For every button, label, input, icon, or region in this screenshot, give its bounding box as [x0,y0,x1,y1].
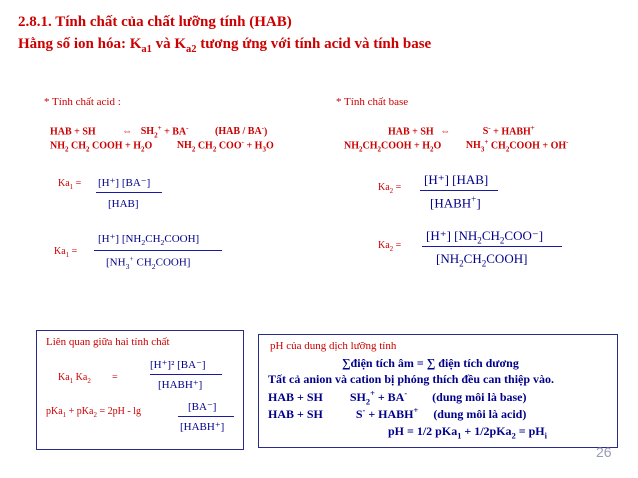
ka1-ka2-equals: = [112,372,118,383]
pka-log-denominator: [HABH⁺] [180,421,225,433]
ka1-numerator: [H⁺] [BA⁻] [98,177,151,189]
ka2-denominator: [HABH+] [430,194,481,211]
base-solvent-line: HAB + SH $SH_2^+ + BA^-$ (dung môi là base) [268,389,527,407]
acid-equation-1: HAB + SH ⇔ $SH_2^+ + BA^-$ (HAB / BA-) [50,124,268,140]
isoelectric-ph-line: pH = 1/2 $pKa_1 + 1/2pKa_2 = pH_i$ [388,424,547,441]
acid-equation-2: $NH_2$ $CH_2$ COOH + $H_2O$ $NH_2$ $CH_2$ $COO^- + H_3O$ [50,138,274,154]
ka1-glycine-numerator: [H⁺] $[NH_2CH_2COOH]$ [98,233,200,248]
ka1-ka2-denominator: [HABH⁺] [158,379,203,391]
ka1-denominator: [HAB] [108,198,139,210]
ka2-glycine-denominator: $[NH_2CH_2COOH]$ [436,251,528,269]
base-title: * Tính chất base [336,96,409,108]
ionization-heading: Hằng số ion hóa: $K_{a1}$ và $K_{a2}$ tương ứng với tính acid và tính base [18,36,432,55]
relation-box-title: Liên quan giữa hai tính chất [46,336,170,348]
pka-log-fraction-bar [178,416,234,417]
ka2-glycine-fraction-bar [422,246,562,247]
ka2-glycine-numerator: [H⁺] $[NH_2CH_2COO^-]$ [426,228,544,246]
acid-solvent-line: HAB + SH S- + HABH+ (dung môi là acid) [268,406,527,421]
section-heading: 2.8.1. Tính chất của chất lưỡng tính (HAB) [18,14,292,30]
pka-sum-expression: pKa$_1$ + pKa$_2$ = 2pH - lg [46,406,141,419]
ph-box-title: pH của dung dịch lưỡng tính [270,340,397,352]
ion-interference-line: Tất cả anion và cation bị phóng thích đều can thiệp vào. [268,372,555,386]
ka2-fraction-bar [420,190,498,191]
ka2-label-2: $Ka_2$ = [378,240,402,253]
ka1-glycine-denominator: [$NH_3^+$ $CH_2COOH$] [106,254,191,271]
ka1-ka2-fraction-bar [150,374,222,375]
ka1-label: $Ka_1$ = [58,178,82,191]
ka2-label: $Ka_2$ = [378,182,402,195]
slide-number: 26 [596,444,612,460]
base-equation-2: $NH_2CH_2COOH + H_2O$ $NH_3^+$ $CH_2COOH + OH^-$ [344,138,569,154]
ka1-ka2-product: $Ka_1$ $Ka_2$ [58,372,91,385]
acid-title: * Tính chất acid : [44,96,121,108]
base-equation-1: HAB + SH ⇔ S- + HABH+ [388,124,535,138]
ka1-label-2: $Ka_1$ = [54,246,78,259]
ka1-glycine-fraction-bar [94,250,222,251]
pka-log-numerator: [BA⁻] [188,401,217,413]
ka2-numerator: [H⁺] [HAB] [424,172,489,187]
charge-balance-line: ∑điện tích âm = ∑ điện tích dương [342,356,519,370]
ka1-ka2-numerator: [H⁺]² [BA⁻] [150,359,206,371]
ka1-fraction-bar [96,192,162,193]
